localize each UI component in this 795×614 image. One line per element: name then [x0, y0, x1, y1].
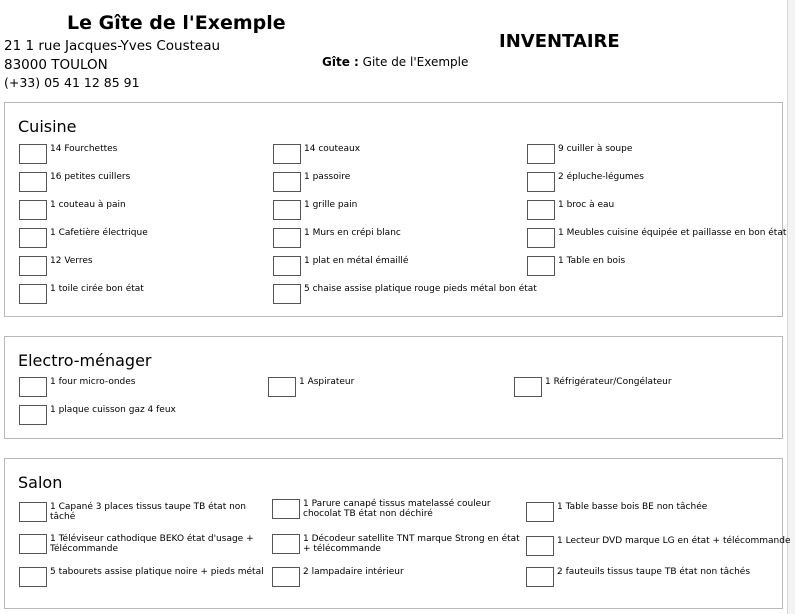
item-label: 1 Téléviseur cathodique BEKO état d'usage + Télécommande — [50, 534, 254, 554]
item-label: 14 Fourchettes — [50, 144, 118, 154]
item-label: 16 petites cuillers — [50, 172, 131, 182]
gite-label: Gîte : — [322, 55, 359, 69]
checkbox[interactable] — [273, 144, 301, 164]
checkbox[interactable] — [19, 502, 47, 522]
section-title: Salon — [18, 473, 63, 492]
checkbox[interactable] — [19, 144, 47, 164]
section-title: Cuisine — [18, 117, 77, 136]
vertical-scrollbar[interactable] — [787, 0, 795, 614]
item-label: 1 Lecteur DVD marque LG en état + télécommande — [557, 536, 791, 546]
item-label: 2 lampadaire intérieur — [303, 567, 404, 577]
item-label: 1 plat en métal émaillé — [304, 256, 409, 266]
checkbox[interactable] — [268, 377, 296, 397]
gite-line — [322, 55, 468, 69]
checkbox[interactable] — [526, 567, 554, 587]
checkbox[interactable] — [19, 284, 47, 304]
checkbox[interactable] — [273, 200, 301, 220]
checkbox[interactable] — [527, 172, 555, 192]
item-label: 1 couteau à pain — [50, 200, 126, 210]
address-line-2: 83000 TOULON — [4, 57, 108, 73]
item-label: 1 broc à eau — [558, 200, 615, 210]
checkbox[interactable] — [273, 172, 301, 192]
item-label: 5 chaise assise platique rouge pieds métal bon état — [304, 284, 537, 294]
checkbox[interactable] — [527, 144, 555, 164]
address-line-1: 21 1 rue Jacques-Yves Cousteau — [4, 38, 221, 54]
checkbox[interactable] — [19, 200, 47, 220]
item-label: 2 fauteuils tissus taupe TB état non tâchés — [557, 567, 751, 577]
item-label: 1 toile cirée bon état — [50, 284, 144, 294]
checkbox[interactable] — [19, 405, 47, 425]
checkbox[interactable] — [527, 256, 555, 276]
item-label: 1 Murs en crépi blanc — [304, 228, 401, 238]
checkbox[interactable] — [19, 377, 47, 397]
checkbox[interactable] — [273, 228, 301, 248]
checkbox[interactable] — [19, 172, 47, 192]
checkbox[interactable] — [272, 499, 300, 519]
document-title: INVENTAIRE — [499, 31, 620, 52]
item-label: 12 Verres — [50, 256, 93, 266]
item-label: 1 Décodeur satellite TNT marque Strong en état + télécommande — [303, 534, 520, 554]
item-label: 5 tabourets assise platique noire + pieds métal — [50, 567, 264, 577]
checkbox[interactable] — [272, 534, 300, 554]
item-label: 1 Meubles cuisine équipée et paillasse en bon état — [558, 228, 787, 238]
business-name: Le Gîte de l'Exemple — [67, 12, 286, 34]
checkbox[interactable] — [526, 502, 554, 522]
checkbox[interactable] — [19, 534, 47, 554]
item-label: 1 Réfrigérateur/Congélateur — [545, 377, 672, 387]
item-label: 1 Aspirateur — [299, 377, 355, 387]
section-cuisine — [4, 102, 787, 317]
phone-number: (+33) 05 41 12 85 91 — [4, 75, 140, 90]
section-salon — [4, 458, 791, 609]
checkbox[interactable] — [526, 536, 554, 556]
item-label: 1 grille pain — [304, 200, 358, 210]
checkbox[interactable] — [19, 256, 47, 276]
item-label: 1 Cafetière électrique — [50, 228, 148, 238]
checkbox[interactable] — [272, 567, 300, 587]
checkbox[interactable] — [514, 377, 542, 397]
item-label: 1 Table basse bois BE non tâchée — [557, 502, 708, 512]
checkbox[interactable] — [19, 228, 47, 248]
item-label: 1 four micro-ondes — [50, 377, 136, 387]
item-label: 14 couteaux — [304, 144, 361, 154]
checkbox[interactable] — [19, 567, 47, 587]
checkbox[interactable] — [273, 256, 301, 276]
checkbox[interactable] — [527, 228, 555, 248]
gite-value: Gite de l'Exemple — [362, 55, 469, 69]
item-label: 1 Table en bois — [558, 256, 626, 266]
item-label: 9 cuiller à soupe — [558, 144, 633, 154]
item-label: 1 Capané 3 places tissus taupe TB état non tâché — [50, 502, 247, 522]
item-label: 1 Parure canapé tissus matelassé couleur chocolat TB état non déchiré — [303, 499, 491, 519]
item-label: 1 plaque cuisson gaz 4 feux — [50, 405, 176, 415]
section-title: Electro-ménager — [18, 351, 152, 370]
item-label: 2 épluche-légumes — [558, 172, 644, 182]
section-electromenager — [4, 336, 783, 439]
item-label: 1 passoire — [304, 172, 351, 182]
checkbox[interactable] — [273, 284, 301, 304]
checkbox[interactable] — [527, 200, 555, 220]
